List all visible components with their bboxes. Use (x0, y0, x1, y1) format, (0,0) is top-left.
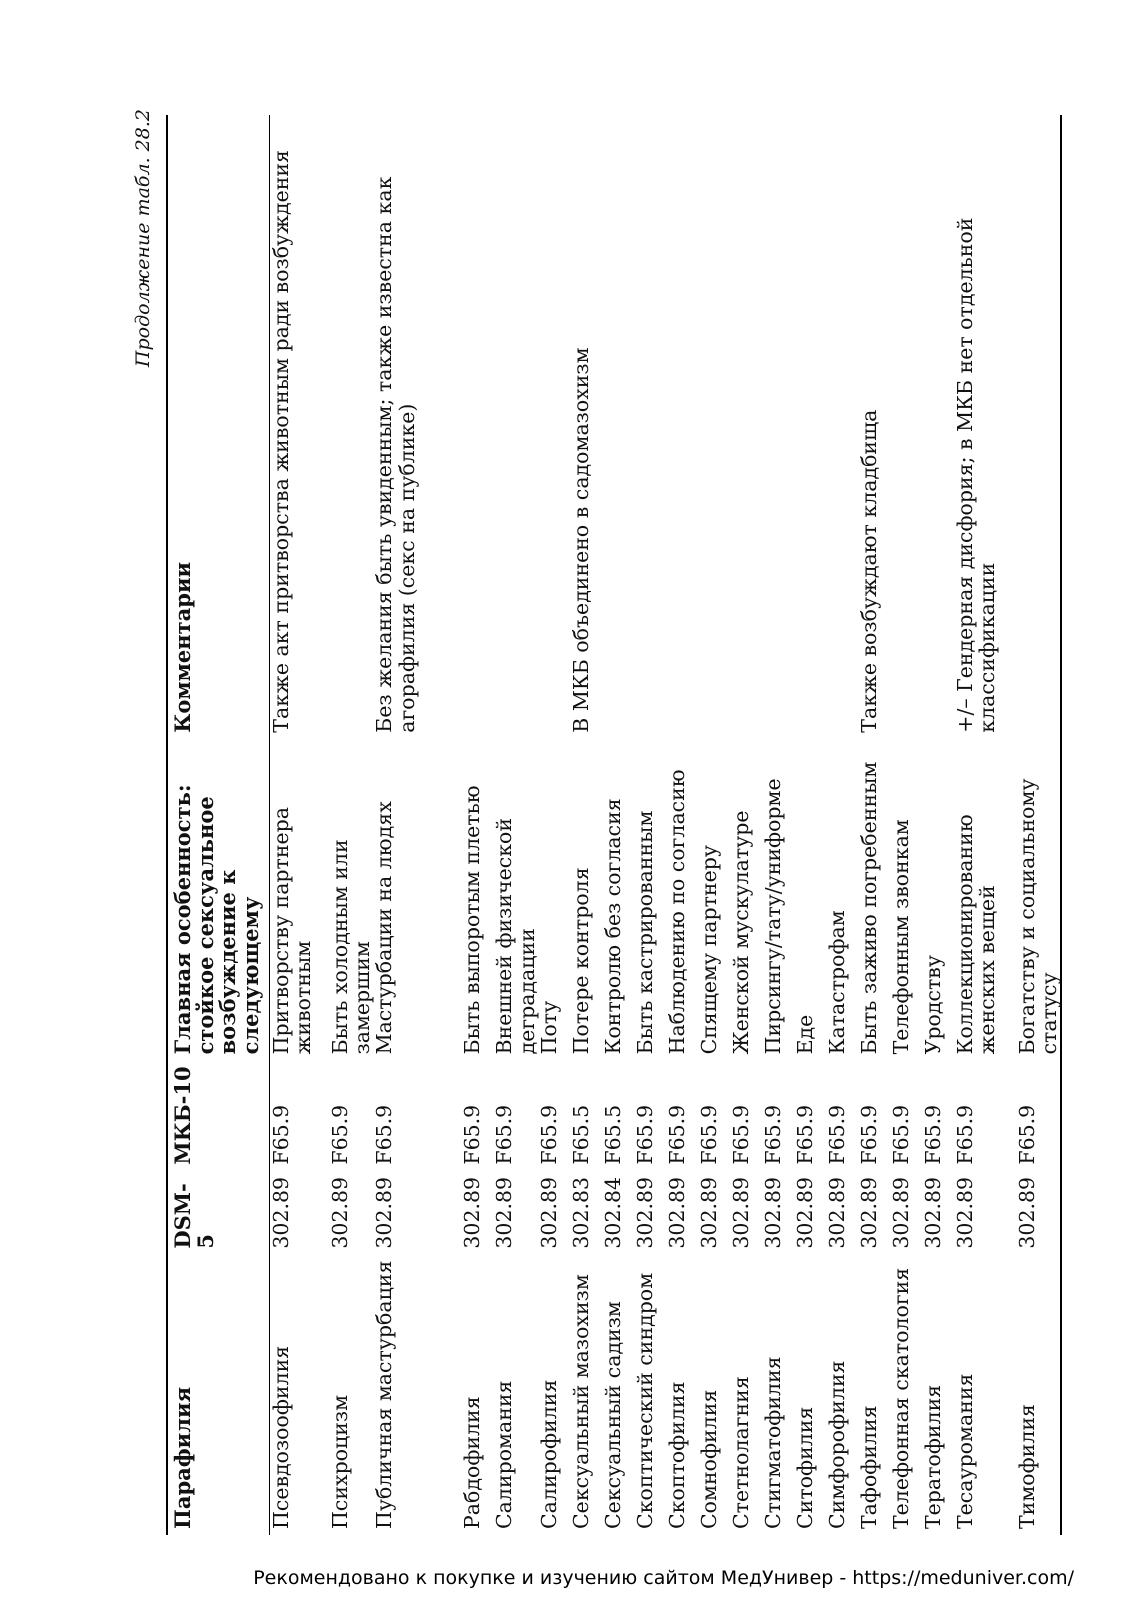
row-icd10-code: F65.9 (952, 1104, 977, 1165)
table-caption: Продолжение табл. 28.2 (132, 109, 154, 368)
table-row (762, 115, 794, 1535)
row-main-feature: Поту (536, 1000, 561, 1055)
table-row (373, 115, 461, 1535)
row-comment (538, 115, 570, 739)
row-comment (890, 115, 922, 739)
row-dsm5-code: 302.89 (664, 1176, 689, 1249)
rotated-table-page (130, 109, 1061, 1535)
row-dsm5-code: 302.89 (952, 1176, 977, 1249)
row-comment: Без желания быть увиденным; также известна как агорафилия (секс на публике) (372, 176, 419, 733)
row-comment (461, 115, 493, 739)
row-paraphilia-name: Тесауромания (952, 1373, 977, 1529)
row-paraphilia-name: Стетнолагния (728, 1376, 753, 1529)
row-icd10-code: F65.5 (600, 1104, 625, 1165)
row-main-feature: Телефонным звонкам (888, 819, 913, 1055)
header-paraphilia: Парафилия (167, 1255, 269, 1535)
row-main-feature: Внешней физической деградации (492, 817, 539, 1055)
row-dsm5-code: 302.89 (632, 1176, 657, 1249)
table-row (461, 115, 493, 1535)
row-icd10-code: F65.9 (328, 1104, 353, 1165)
row-icd10-code: F65.9 (372, 1104, 397, 1165)
table-row (890, 115, 922, 1535)
table-row (570, 115, 602, 1535)
table-row (666, 115, 698, 1535)
row-main-feature: Пирсингу/тату/униформе (760, 778, 785, 1055)
table-row (922, 115, 954, 1535)
row-dsm5-code: 302.84 (600, 1176, 625, 1249)
row-comment (666, 115, 698, 739)
row-dsm5-code: 302.89 (760, 1176, 785, 1249)
header-dsm5: DSM-5 (167, 1171, 269, 1255)
row-dsm5-code: 302.89 (728, 1176, 753, 1249)
row-dsm5-code: 302.89 (696, 1176, 721, 1249)
table-row (329, 115, 373, 1535)
row-icd10-code: F65.9 (920, 1104, 945, 1165)
row-icd10-code: F65.9 (696, 1104, 721, 1165)
row-main-feature: Богатству и социальному статусу (1014, 778, 1061, 1055)
row-comment (634, 115, 666, 739)
row-main-feature: Контролю без согласия (600, 798, 625, 1055)
row-icd10-code: F65.9 (632, 1104, 657, 1165)
table-row (602, 115, 634, 1535)
header-feature: Главная особенность: стойкое сексуальное возбуждение к следующему (167, 739, 269, 1061)
row-dsm5-code: 302.89 (328, 1176, 353, 1249)
table-row (826, 115, 858, 1535)
row-comment: Также возбуждают кладбища (856, 409, 881, 733)
footer-watermark: Рекомендовано к покупке и изучению сайтом МедУнивер - https://meduniver.com/ (253, 1567, 1074, 1589)
row-dsm5-code: 302.89 (920, 1176, 945, 1249)
row-dsm5-code: 302.89 (460, 1176, 485, 1249)
row-main-feature: Наблюдению по согласию (664, 769, 689, 1055)
row-main-feature: Притворству партнера животным (268, 806, 315, 1055)
row-paraphilia-name: Симфорофилия (824, 1360, 849, 1529)
row-main-feature: Женской мускулатуре (728, 810, 753, 1055)
row-comment (493, 115, 537, 739)
paraphilia-table (166, 115, 1062, 1535)
row-icd10-code: F65.9 (536, 1104, 561, 1165)
table-row (634, 115, 666, 1535)
row-icd10-code: F65.5 (568, 1104, 593, 1165)
row-dsm5-code: 302.89 (536, 1176, 561, 1249)
table-row (269, 115, 329, 1535)
table-row (1016, 115, 1061, 1535)
row-comment (602, 115, 634, 739)
row-comment (922, 115, 954, 739)
header-icd10: МКБ-10 (167, 1060, 269, 1170)
table-row (858, 115, 890, 1535)
row-comment (1016, 115, 1061, 739)
row-main-feature: Быть холодным или замершим (328, 839, 375, 1055)
table-row (493, 115, 537, 1535)
row-dsm5-code: 302.89 (372, 1176, 397, 1249)
row-dsm5-code: 302.89 (888, 1176, 913, 1249)
row-paraphilia-name: Телефонная скатология (888, 1267, 913, 1529)
row-paraphilia-name: Рабдофилия (460, 1396, 485, 1529)
row-main-feature: Коллекционированию женских вещей (952, 814, 999, 1055)
row-comment (730, 115, 762, 739)
row-paraphilia-name: Псевдозоофилия (268, 1345, 293, 1529)
row-dsm5-code: 302.89 (792, 1176, 817, 1249)
row-paraphilia-name: Тимофилия (1014, 1404, 1039, 1529)
table-row (954, 115, 1016, 1535)
row-comment (794, 115, 826, 739)
row-main-feature: Уродству (920, 955, 945, 1055)
row-paraphilia-name: Публичная мастурбация (372, 1260, 397, 1529)
row-icd10-code: F65.9 (888, 1104, 913, 1165)
row-paraphilia-name: Сомнофилия (696, 1389, 721, 1529)
row-comment: Также акт притворства животным ради возбуждения (268, 150, 293, 733)
row-paraphilia-name: Скоптофилия (664, 1381, 689, 1529)
row-paraphilia-name: Стигматофилия (760, 1356, 785, 1529)
row-main-feature: Потере контроля (568, 867, 593, 1055)
row-main-feature: Быть кастрированным (632, 810, 657, 1055)
table-row (794, 115, 826, 1535)
row-paraphilia-name: Салиромания (492, 1380, 517, 1529)
row-dsm5-code: 302.89 (268, 1176, 293, 1249)
row-icd10-code: F65.9 (792, 1104, 817, 1165)
row-dsm5-code: 302.89 (492, 1176, 517, 1249)
row-comment (826, 115, 858, 739)
table-body (269, 115, 1061, 1535)
row-paraphilia-name: Сексуальный мазохизм (568, 1274, 593, 1529)
row-main-feature: Еде (792, 1014, 817, 1055)
row-comment: В МКБ объединено в садомазохизм (568, 347, 593, 733)
row-icd10-code: F65.9 (856, 1104, 881, 1165)
row-icd10-code: F65.9 (492, 1104, 517, 1165)
row-paraphilia-name: Тератофилия (920, 1384, 945, 1529)
row-comment (329, 115, 373, 739)
row-comment (762, 115, 794, 739)
row-dsm5-code: 302.83 (568, 1176, 593, 1249)
row-main-feature: Спящему партнеру (696, 845, 721, 1055)
row-icd10-code: F65.9 (268, 1104, 293, 1165)
row-icd10-code: F65.9 (460, 1104, 485, 1165)
row-dsm5-code: 302.89 (856, 1176, 881, 1249)
row-paraphilia-name: Сексуальный садизм (600, 1301, 625, 1529)
row-comment: +/– Гендерная дисфория; в МКБ нет отдельной классификации (952, 217, 999, 733)
row-comment (698, 115, 730, 739)
row-paraphilia-name: Тафофилия (856, 1405, 881, 1529)
header-row (167, 115, 269, 1535)
row-paraphilia-name: Салирофилия (536, 1379, 561, 1529)
table-row (698, 115, 730, 1535)
row-icd10-code: F65.9 (664, 1104, 689, 1165)
table-row (538, 115, 570, 1535)
row-main-feature: Быть заживо погребенным (856, 761, 881, 1055)
row-paraphilia-name: Ситофилия (792, 1406, 817, 1529)
row-icd10-code: F65.9 (1014, 1104, 1039, 1165)
row-main-feature: Быть выпоротым плетью (460, 785, 485, 1055)
row-main-feature: Мастурбации на людях (372, 801, 397, 1055)
row-dsm5-code: 302.89 (824, 1176, 849, 1249)
row-icd10-code: F65.9 (760, 1104, 785, 1165)
row-icd10-code: F65.9 (824, 1104, 849, 1165)
row-main-feature: Катастрофам (824, 910, 849, 1055)
row-icd10-code: F65.9 (728, 1104, 753, 1165)
table-row (730, 115, 762, 1535)
row-paraphilia-name: Скоптический синдром (632, 1272, 657, 1529)
row-dsm5-code: 302.89 (1014, 1176, 1039, 1249)
row-paraphilia-name: Психроцизм (328, 1394, 353, 1529)
header-comment: Комментарии (167, 115, 269, 739)
